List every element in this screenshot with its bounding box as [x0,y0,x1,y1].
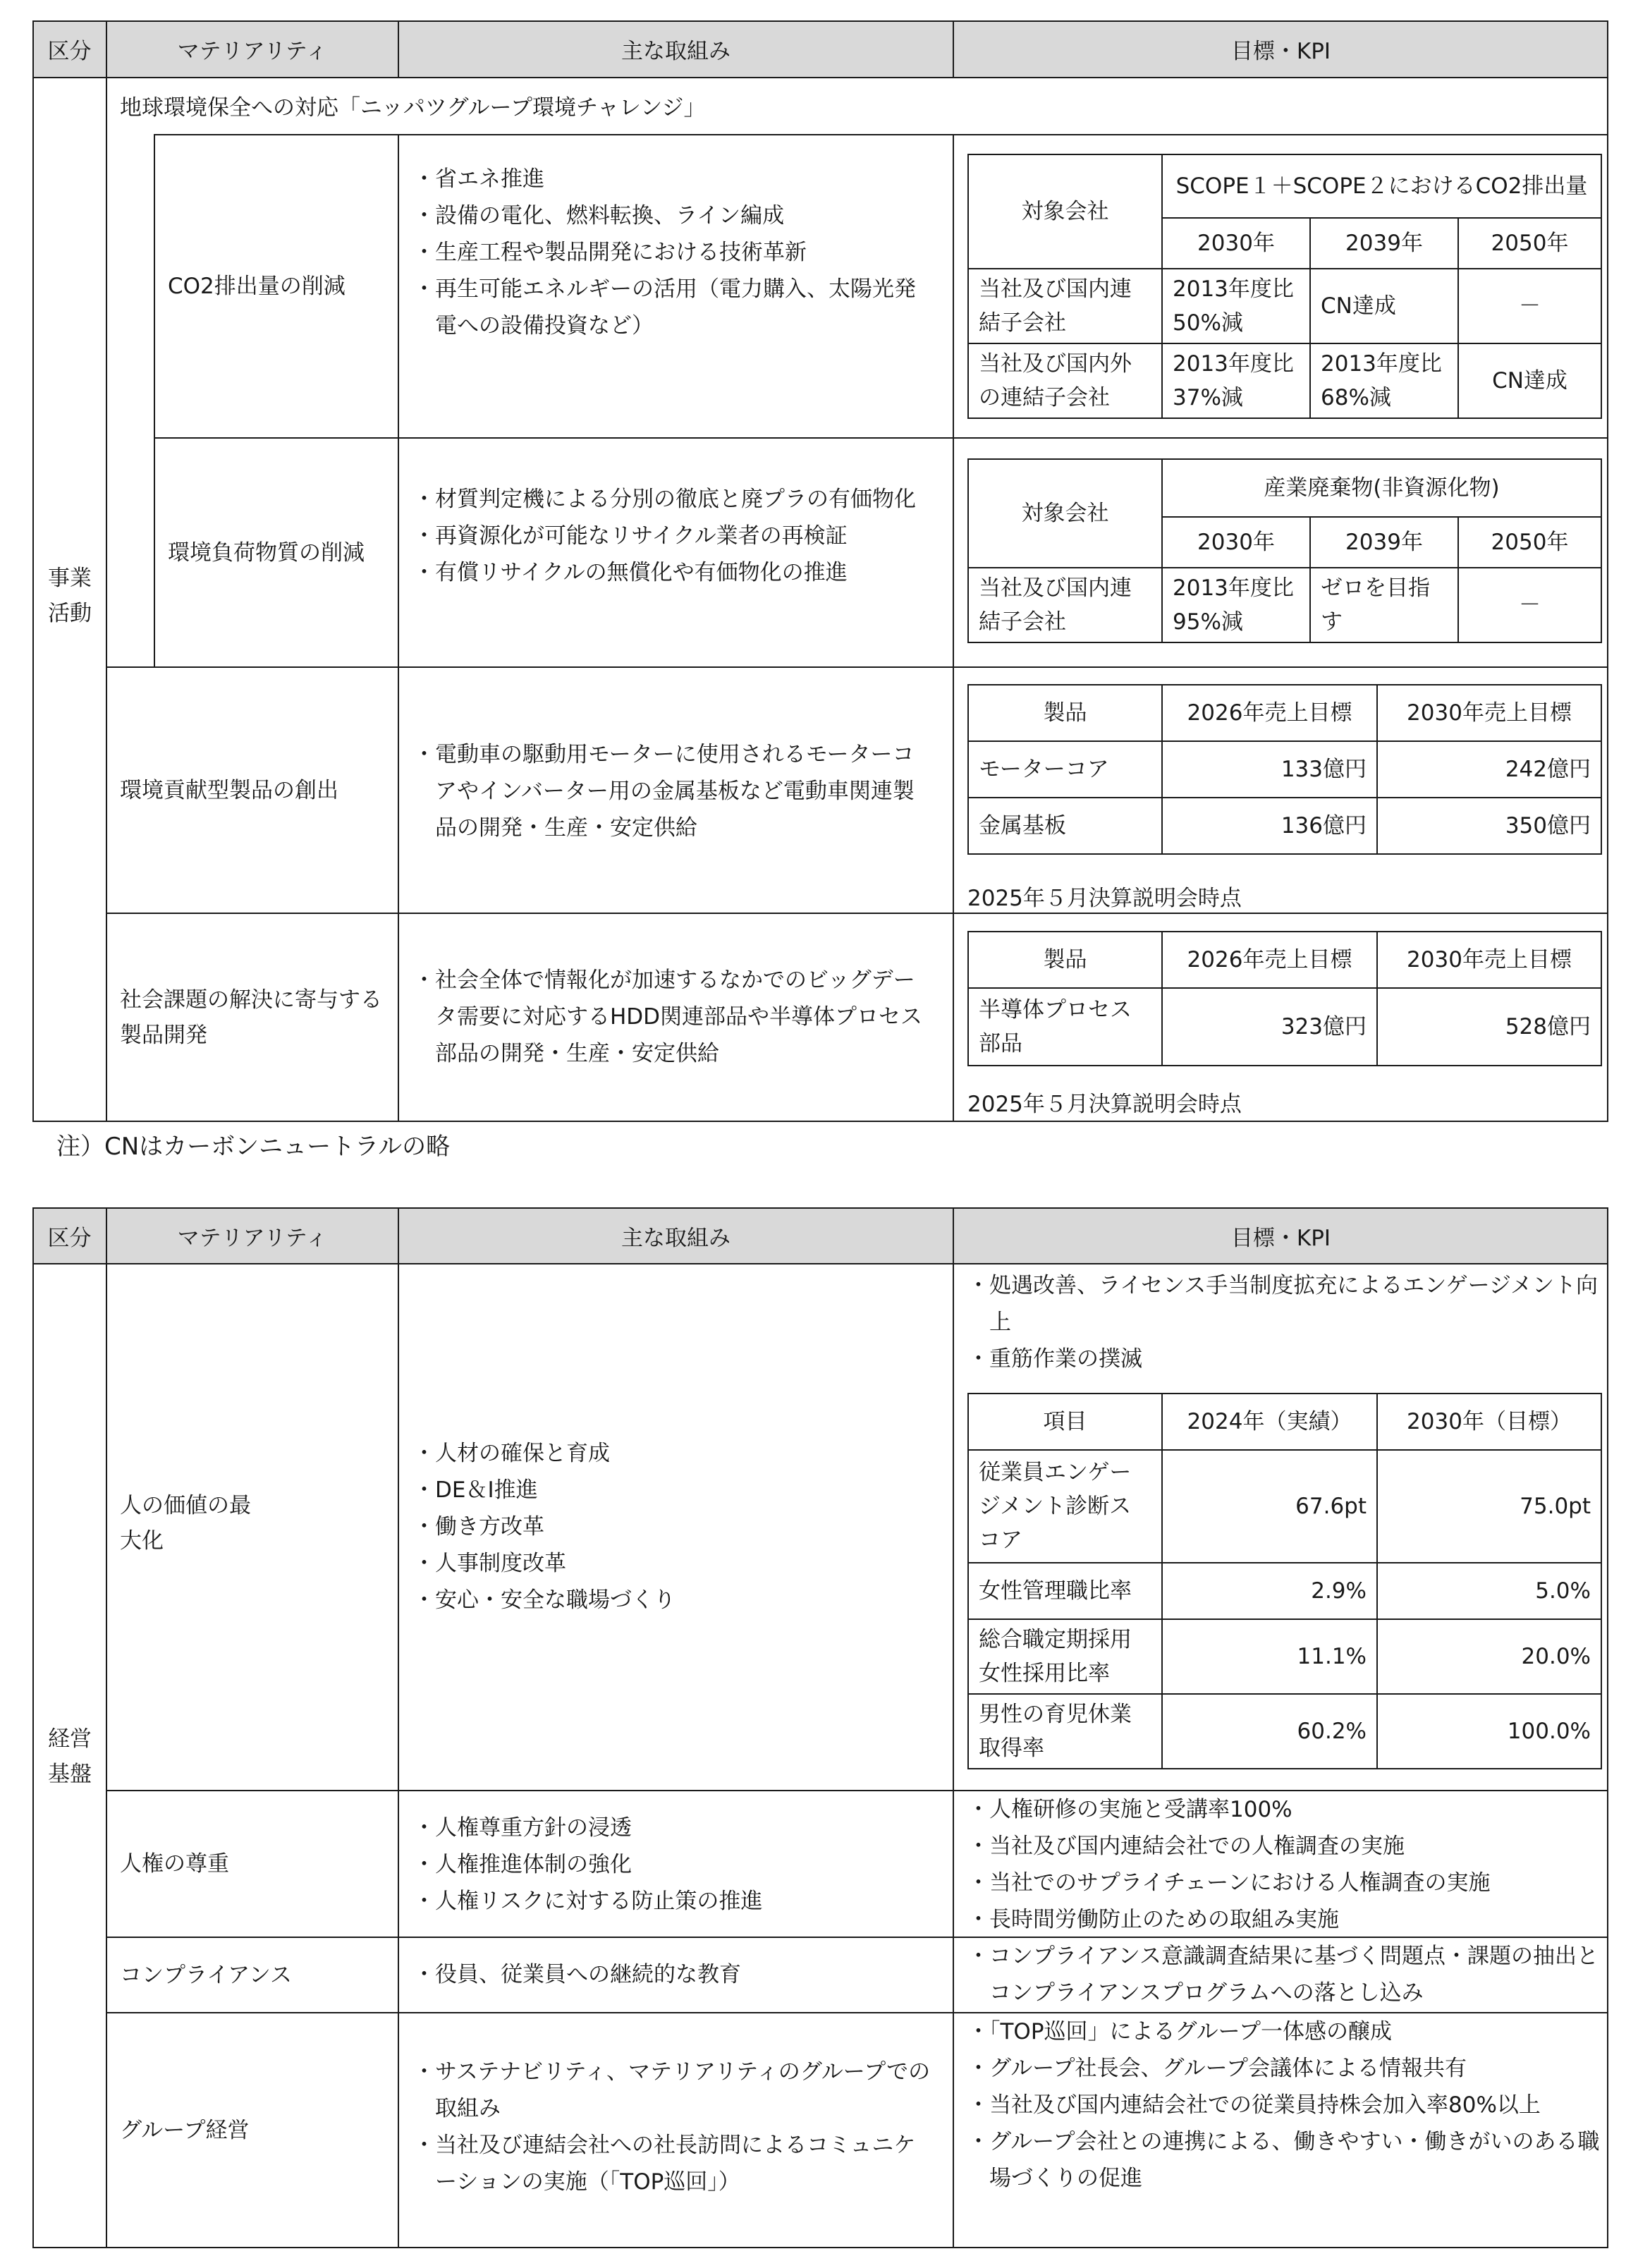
list-item: ・ 材質判定機による分別の徹底と廃プラの有価物化 [413,481,935,518]
actions-human-rights [413,1810,935,1920]
materiality-compliance: コンプライアンス [120,1962,292,1988]
kpi-note: 2025年５月決算説明会時点 [967,886,1242,911]
kpi-table-co2: 対象会社 SCOPE１＋SCOPE２におけるCO2排出量 2030年 2039年 2050年 当社及び国内連結子会社 2013年度比50%減 CN達成 － 当社及び国内外の連結子会社 2013年度比37%減 2013年度比68%減 CN達成 [967,154,1602,419]
actions-human-value [413,1435,935,1618]
kpi-bullets-compliance [967,1938,1602,2011]
list-item: ・ 人権リスクに対する防止策の推進 [413,1883,935,1920]
list-item: ・ 設備の電化、燃料転換、ライン編成 [413,197,935,234]
kpi-table-eco-products: 製品 2026年売上目標 2030年売上目標 モーターコア 133億円 242億円 金属基板 136億円 350億円 [967,684,1602,855]
table-row: 当社及び国内連結子会社 2013年度比50%減 CN達成 － [968,269,1601,343]
footnote: 注）CNはカーボンニュートラルの略 [56,1133,451,1161]
kpi-table-human-value: 項目 2024年（実績） 2030年（目標） 従業員エンゲージメント診断スコア 67.6pt 75.0pt 女性管理職比率 2.9% 5.0% 総合職定期採用女性採用比率 11.1% 20.0% 男性の育児休業取得率 60.2% 100.0% [967,1393,1602,1769]
list-item: ・ 処遇改善、ライセンス手当制度拡充によるエンゲージメント向上 [967,1267,1602,1341]
header-kpi: 目標・KPI [953,1207,1608,1264]
list-item: ・ 当社でのサプライチェーンにおける人権調査の実施 [967,1865,1602,1901]
materiality-hazardous-substances: 環境負荷物質の削減 [168,539,365,566]
table-row: 当社及び国内外の連結子会社 2013年度比37%減 2013年度比68%減 CN達成 [968,343,1601,418]
header-actions: 主な取組み [398,1207,953,1264]
list-item: ・ 当社及び国内連結会社での人権調査の実施 [967,1828,1602,1865]
environment-challenge-title: 地球環境保全への対応「ニッパツグループ環境チャレンジ」 [120,95,706,121]
actions-hazardous-substances [413,481,935,591]
list-item: ・ グループ会社との連携による、働きやすい・働きがいのある職場づくりの促進 [967,2123,1602,2197]
list-item: ・ 当社及び国内連結会社での従業員持株会加入率80%以上 [967,2087,1602,2123]
header-materiality: マテリアリティ [106,20,398,78]
list-item: ・ 省エネ推進 [413,161,935,197]
list-item: ・ 安心・安全な職場づくり [413,1582,935,1618]
list-item: ・ サステナビリティ、マテリアリティのグループでの取組み [413,2054,935,2127]
list-item: ・ 働き方改革 [413,1508,935,1545]
table-row: 男性の育児休業取得率 60.2% 100.0% [968,1694,1601,1769]
list-item: ・ グループ社長会、グループ会議体による情報共有 [967,2050,1602,2087]
category-foundation: 経営基盤 [48,1726,92,1787]
header-category: 区分 [32,1207,106,1264]
list-item: ・ 人材の確保と育成 [413,1435,935,1472]
materiality-co2: CO2排出量の削減 [168,274,346,299]
kpi-bullets-human-rights [967,1791,1602,1938]
header-actions: 主な取組み [398,20,953,78]
kpi-table-hazardous-substances: 対象会社 産業廃棄物(非資源化物) 2030年 2039年 2050年 当社及び国内連結子会社 2013年度比95%減 ゼロを目指す － [967,458,1602,643]
list-item: ・ 電動車の駆動用モーターに使用されるモーターコアやインバーター用の金属基板など電動車関連製品の開発・生産・安定供給 [413,736,935,846]
table-row: モーターコア 133億円 242億円 [968,741,1601,798]
actions-co2 [413,161,935,344]
actions-social-issues [413,962,935,1072]
list-item: ・ 有償リサイクルの無償化や有価物化の推進 [413,554,935,591]
list-item: ・ 生産工程や製品開発における技術革新 [413,234,935,271]
kpi-note: 2025年５月決算説明会時点 [967,1092,1242,1117]
list-item: ・ 長時間労働防止のための取組み実施 [967,1901,1602,1938]
table-row: 金属基板 136億円 350億円 [968,798,1601,854]
header-category: 区分 [32,20,106,78]
table-row: 総合職定期採用女性採用比率 11.1% 20.0% [968,1619,1601,1694]
list-item: ・ DE＆I推進 [413,1472,935,1508]
materiality-human-value: 人の価値の最大化 [120,1493,251,1554]
list-item: ・ 役員、従業員への継続的な教育 [413,1956,935,1993]
list-item: ・ 人権尊重方針の浸透 [413,1810,935,1846]
actions-compliance [413,1956,935,1993]
table-row: 女性管理職比率 2.9% 5.0% [968,1563,1601,1619]
actions-group-management [413,2054,935,2200]
materiality-group-management: グループ経営 [120,2117,250,2143]
table-row: 半導体プロセス部品 323億円 528億円 [968,988,1601,1066]
header-materiality: マテリアリティ [106,1207,398,1264]
header-kpi: 目標・KPI [953,20,1608,78]
list-item: ・ 人権推進体制の強化 [413,1846,935,1883]
materiality-eco-products: 環境貢献型製品の創出 [120,777,338,803]
actions-eco-products [413,736,935,846]
table-row: 従業員エンゲージメント診断スコア 67.6pt 75.0pt [968,1450,1601,1563]
list-item: ・ 人事制度改革 [413,1545,935,1582]
table-row: 当社及び国内連結子会社 2013年度比95%減 ゼロを目指す － [968,568,1601,642]
kpi-table-social-issues: 製品 2026年売上目標 2030年売上目標 半導体プロセス部品 323億円 528億円 [967,931,1602,1066]
materiality-social-issues: 社会課題の解決に寄与する製品開発 [120,987,382,1048]
list-item: ・ コンプライアンス意識調査結果に基づく問題点・課題の抽出とコンプライアンスプログラムへの落とし込み [967,1938,1602,2011]
list-item: ・ 再生可能エネルギーの活用（電力購入、太陽光発電への設備投資など） [413,271,935,344]
category-business: 事業活動 [48,566,92,626]
list-item: ・ 当社及び連結会社への社長訪問によるコミュニケーションの実施（「TOP巡回」） [413,2127,935,2200]
list-item: ・ 「TOP巡回」によるグループ一体感の醸成 [967,2013,1602,2050]
kpi-bullets-human-value [967,1267,1602,1377]
materiality-human-rights: 人権の尊重 [120,1851,229,1877]
list-item: ・ 重筋作業の撲滅 [967,1341,1602,1377]
list-item: ・ 社会全体で情報化が加速するなかでのビッグデータ需要に対応するHDD関連部品や半導体プロセス部品の開発・生産・安定供給 [413,962,935,1072]
list-item: ・ 人権研修の実施と受講率100% [967,1791,1602,1828]
list-item: ・ 再資源化が可能なリサイクル業者の再検証 [413,518,935,554]
kpi-bullets-group-management [967,2013,1602,2197]
